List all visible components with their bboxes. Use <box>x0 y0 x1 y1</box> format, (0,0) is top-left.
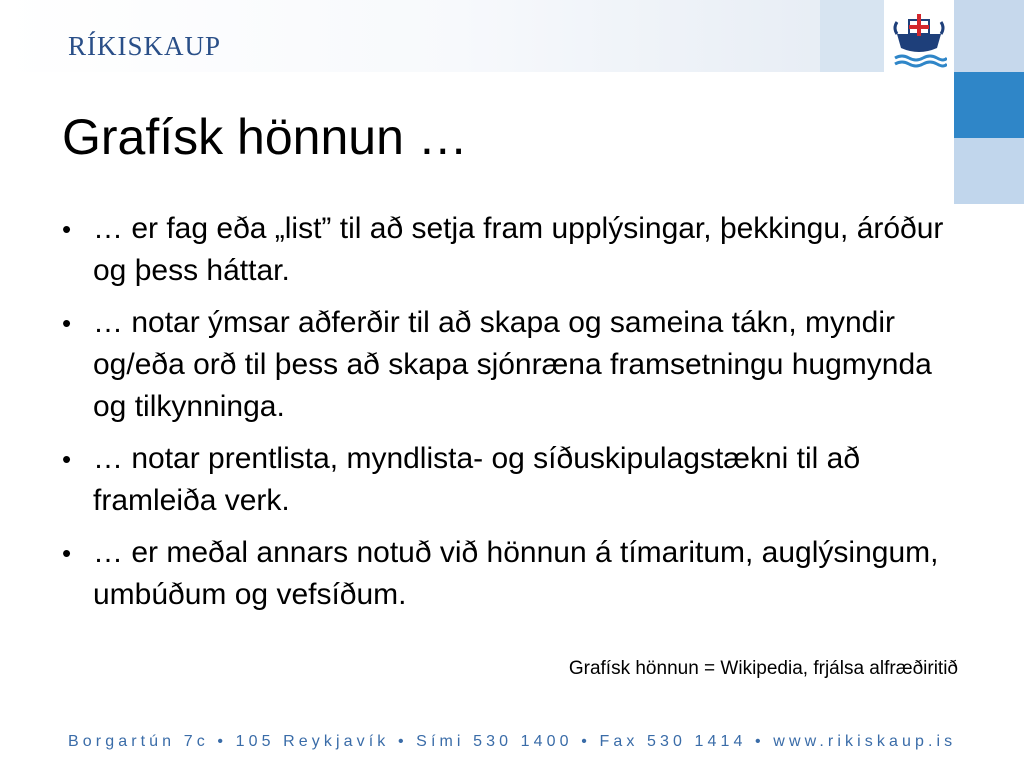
bullet-dot-icon: • <box>62 214 72 244</box>
bullet-text: … er meðal annars notuð við hönnun á tímaritum, auglýsingum, umbúðum og vefsíðum. <box>93 536 939 611</box>
bullet-text: … notar ýmsar aðferðir til að skapa og sameina tákn, myndir og/eða orð til þess að skapa sjónræna framsetningu hugmynda og tilkynninga. <box>93 306 932 423</box>
bullet-item <box>62 532 972 616</box>
decor-square <box>820 0 884 72</box>
bullet-item <box>62 302 972 428</box>
bullet-text: … er fag eða „list” til að setja fram upplýsingar, þekkingu, áróður og þess háttar. <box>93 212 944 287</box>
bullet-dot-icon: • <box>62 444 72 474</box>
bullet-item <box>62 208 972 292</box>
footer-contact: Borgartún 7c • 105 Reykjavík • Sími 530 1400 • Fax 530 1414 • www.rikiskaup.is <box>68 733 957 750</box>
bullet-item <box>62 438 972 522</box>
ship-emblem-icon <box>891 10 947 68</box>
bullet-list <box>62 208 972 626</box>
bullet-dot-icon: • <box>62 538 72 568</box>
source-citation: Grafísk hönnun = Wikipedia, frjálsa alfræðiritið <box>568 658 958 679</box>
slide-title: Grafísk hönnun … <box>62 109 468 165</box>
decor-square <box>954 72 1024 138</box>
decor-square <box>884 72 954 138</box>
decor-square <box>954 138 1024 204</box>
rikiskaup-logo: RÍKISKAUP <box>68 31 222 61</box>
decor-square <box>954 0 1024 72</box>
bullet-text: … notar prentlista, myndlista- og síðuskipulagstækni til að framleiða verk. <box>93 442 861 517</box>
bullet-dot-icon: • <box>62 308 72 338</box>
